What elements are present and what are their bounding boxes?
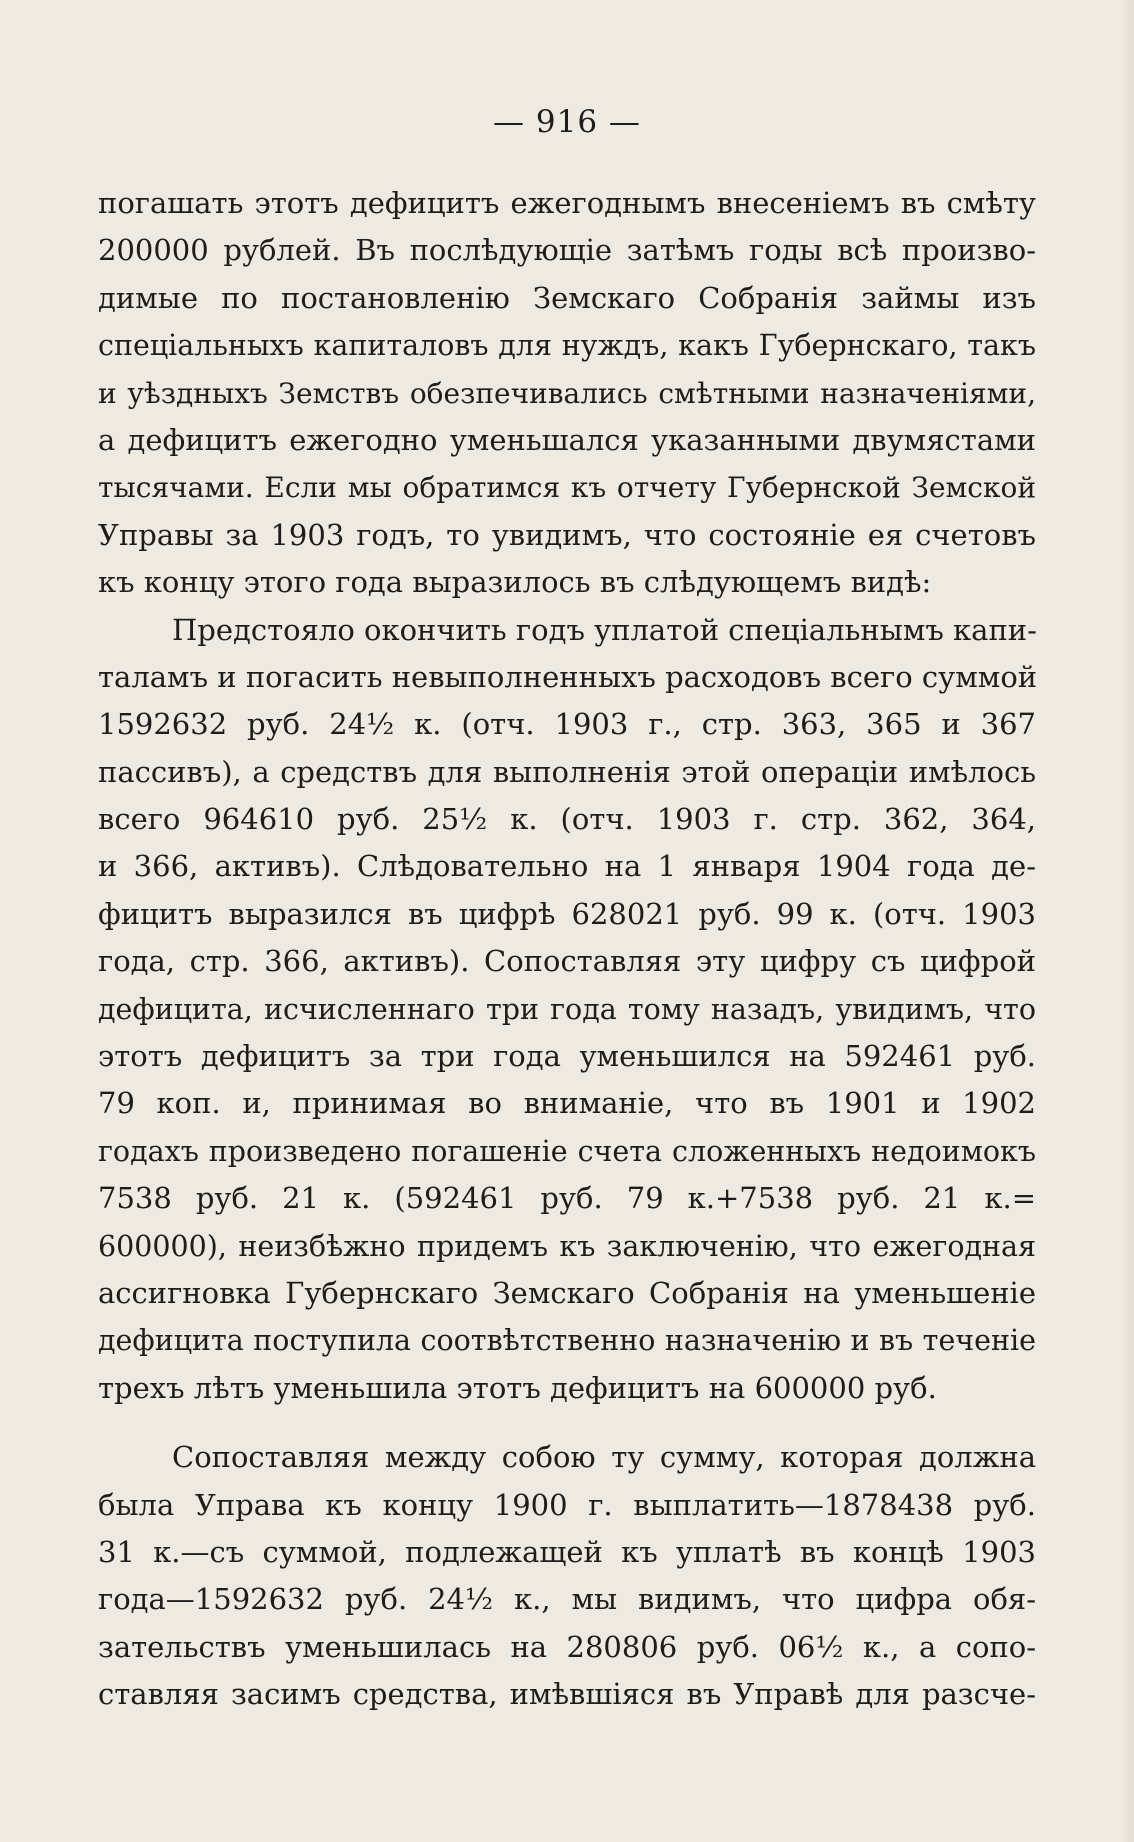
text-line: 200000 рублей. Въ послѣдующіе затѣмъ годы всѣ произво-: [98, 233, 1036, 268]
text-line: дефицита, исчисленнаго три года тому назадъ, увидимъ, что: [98, 992, 1036, 1026]
text-line: годахъ произведено погашеніе счета сложенныхъ недоимокъ: [98, 1134, 1036, 1168]
text-line: 7538 руб. 21 к. (592461 руб. 79 к.+7538 руб. 21 к.=: [98, 1181, 1036, 1216]
text-line: всего 964610 руб. 25½ к. (отч. 1903 г. стр. 362, 364,: [98, 802, 1036, 837]
text-line: была Управа къ концу 1900 г. выплатить—1878438 руб.: [98, 1487, 1036, 1522]
text-line: погашать этотъ дефицитъ ежегоднымъ внесеніемъ въ смѣту: [98, 186, 1036, 220]
text-line: тысячами. Если мы обратимся къ отчету Губернской Земской: [98, 471, 1036, 505]
text-line: Сопоставляя между собою ту сумму, которая должна: [172, 1440, 1036, 1475]
text-line: 79 коп. и, принимая во вниманіе, что въ 1901 и 1902: [98, 1086, 1036, 1121]
paragraph-spacer: [98, 1412, 1036, 1434]
text-line: 600000), неизбѣжно придемъ къ заключенію, что ежегодная: [98, 1229, 1036, 1263]
text-line: года—1592632 руб. 24½ к., мы видимъ, что цифра обя-: [98, 1582, 1036, 1617]
text-line: года, стр. 366, активъ). Сопоставляя эту цифру съ цифрой: [98, 944, 1036, 979]
text-line: пассивъ), а средствъ для выполненія этой операціи имѣлось: [98, 754, 1036, 789]
text-line: дефицита поступила соотвѣтственно назначенію и въ теченіе: [98, 1324, 1036, 1358]
text-line: трехъ лѣтъ уменьшила этотъ дефицитъ на 600000 руб.: [98, 1370, 937, 1405]
text-line: таламъ и погасить невыполненныхъ расходовъ всего суммой: [98, 659, 1038, 694]
paragraph-3: [98, 1434, 1036, 1718]
text-line: спеціальныхъ капиталовъ для нуждъ, какъ Губернскаго, такъ: [98, 329, 1036, 363]
body-text: [98, 180, 1036, 1719]
paragraph-2: [98, 607, 1036, 1413]
text-line: ставляя засимъ средства, имѣвшіяся въ Управѣ для разсче-: [98, 1677, 1036, 1712]
text-line: Предстояло окончить годъ уплатой спеціальнымъ капи-: [172, 612, 1037, 647]
text-line: къ концу этого года выразилось въ слѣдующемъ видѣ:: [98, 565, 932, 600]
text-line: 1592632 руб. 24½ к. (отч. 1903 г., стр. 363, 365 и 367: [98, 707, 1036, 742]
page-number: — 916 —: [493, 104, 641, 140]
text-line: а дефицитъ ежегодно уменьшался указанными двумястами: [98, 422, 1036, 457]
text-line: ассигновка Губернскаго Земскаго Собранія на уменьшеніе: [98, 1275, 1036, 1310]
text-line: и уѣздныхъ Земствъ обезпечивались смѣтными назначеніями,: [98, 376, 1036, 410]
text-line: Управы за 1903 годъ, то увидимъ, что состояніе ея счетовъ: [98, 517, 1036, 552]
text-line: и 366, активъ). Слѣдовательно на 1 января 1904 года де-: [98, 849, 1036, 884]
paragraph-1: [98, 180, 1036, 607]
text-line: зательствъ уменьшилась на 280806 руб. 06½ к., а сопо-: [98, 1629, 1036, 1664]
text-line: димые по постановленію Земскаго Собранія займы изъ: [98, 280, 1036, 315]
text-line: этотъ дефицитъ за три года уменьшился на 592461 руб.: [98, 1039, 1036, 1074]
text-line: 31 к.—съ суммой, подлежащей къ уплатѣ въ концѣ 1903: [98, 1534, 1036, 1569]
text-line: фицитъ выразился въ цифрѣ 628021 руб. 99 к. (отч. 1903: [98, 896, 1036, 931]
